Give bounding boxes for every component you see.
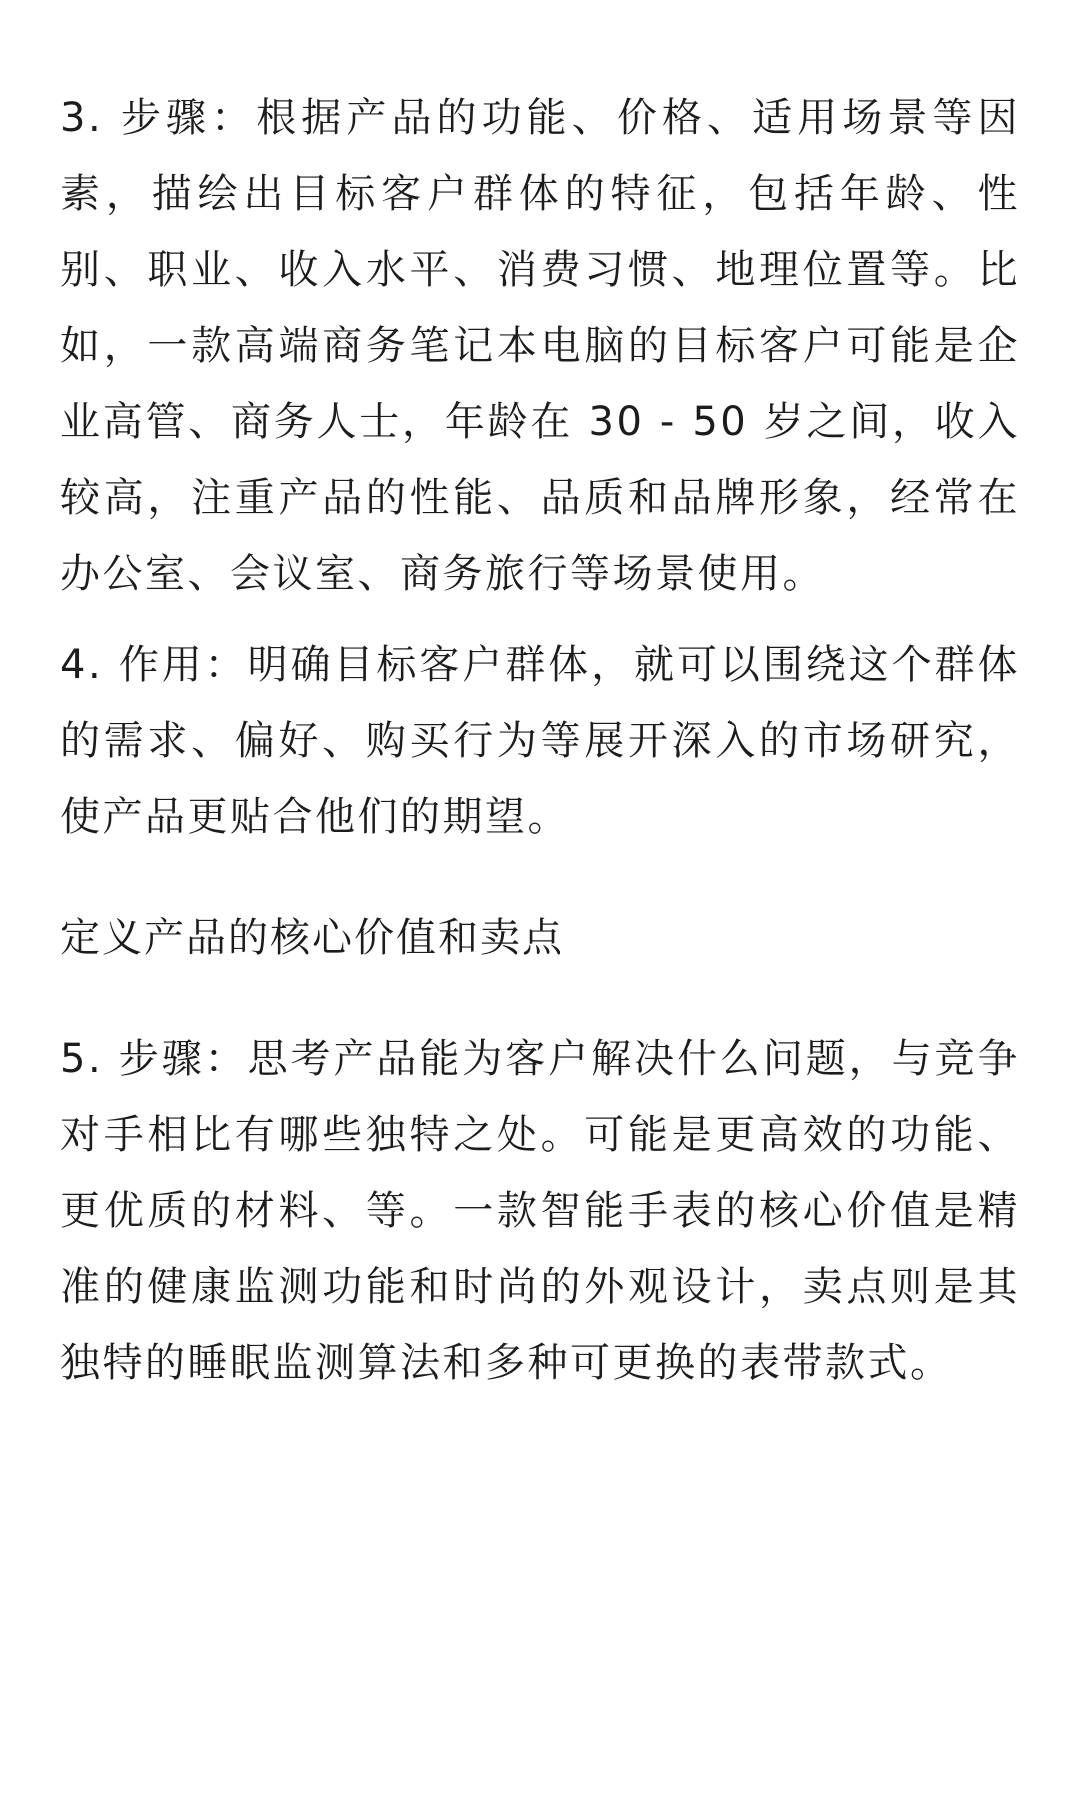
section-heading: 定义产品的核心价值和卖点 [60,915,564,961]
paragraph-step-3: 3. 步骤：根据产品的功能、价格、适用场景等因素，描绘出目标客户群体的特征，包括年龄、性别、职业、收入水平、消费习惯、地理位置等。比如，一款高端商务笔记本电脑的目标客户可能是企业高管、商务人士，年龄在 30 - 50 岁之间，收入较高，注重产品的性能、品质和品牌形象，经常在办公室、会议室、商务旅行等场景使用。 [60,95,1020,597]
paragraph-function-4: 4. 作用：明确目标客户群体，就可以围绕这个群体的需求、偏好、购买行为等展开深入的市场研究，使产品更贴合他们的期望。 [60,642,1020,840]
paragraph-step-5: 5. 步骤：思考产品能为客户解决什么问题，与竞争对手相比有哪些独特之处。可能是更高效的功能、更优质的材料、等。一款智能手表的核心价值是精准的健康监测功能和时尚的外观设计，卖点则是其独特的睡眠监测算法和多种可更换的表带款式。 [60,1036,1020,1386]
article-body [60,80,1020,1401]
